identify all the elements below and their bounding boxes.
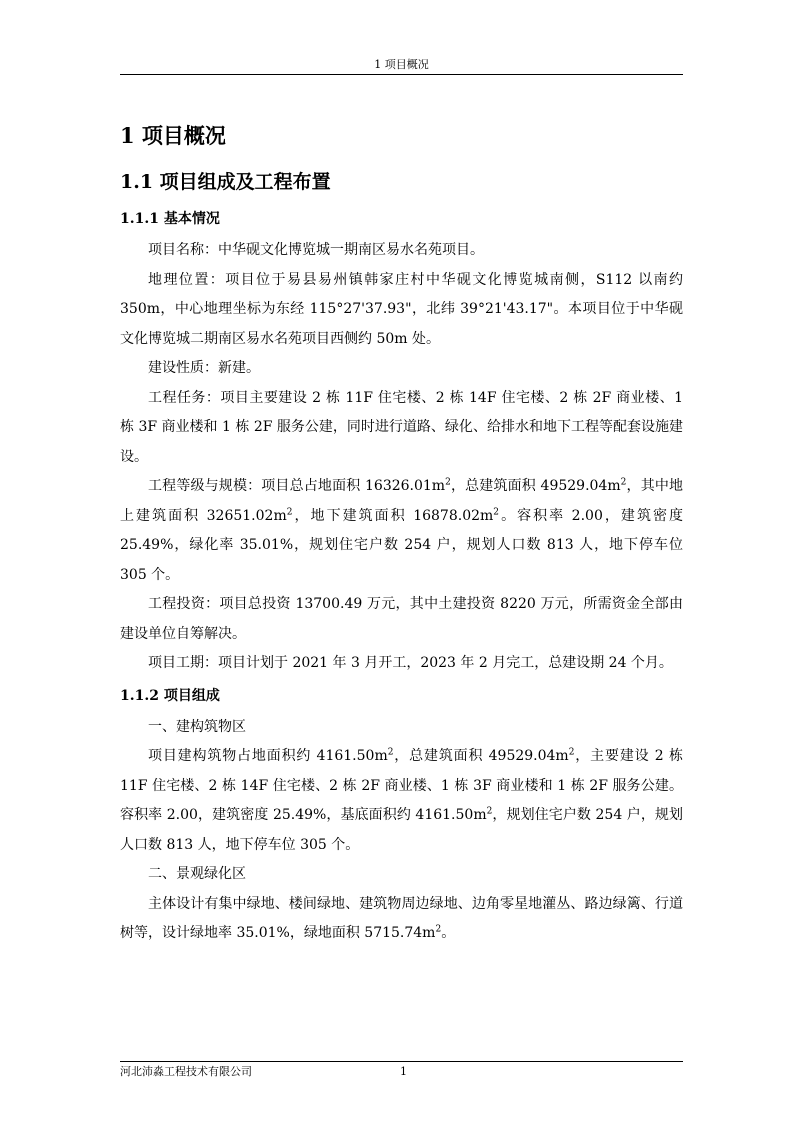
zone1-heading: 一、建构筑物区 xyxy=(148,718,246,735)
zone2-text-2: 。 xyxy=(441,925,456,941)
paragraph-period: 项目工期：项目计划于 2021 年 3 月开工，2023 年 2 月完工，总建设期 24 个月。 xyxy=(148,655,673,671)
header-title: 1 项目概况 xyxy=(374,58,429,71)
superscript: 2 xyxy=(620,477,627,488)
chapter-title: 1 项目概况 xyxy=(120,123,226,148)
scale-text-5: 。容积率 2.00，建筑密度 25.49%，绿化率 35.01%，规划住宅户数 254 户，规划人口数 813 人，地下停车位 305 个。 xyxy=(120,507,684,583)
zone2-heading: 二、景观绿化区 xyxy=(148,866,246,882)
section-title: 1.1 项目组成及工程布置 xyxy=(120,171,331,193)
page-number: 1 xyxy=(400,1065,407,1078)
paragraph-location: 地理位置：项目位于易县易州镇韩家庄村中华砚文化博览城南侧，S112 以南约 350m，中心地理坐标为东经 115°27'37.93"，北纬 39°21'43.17"。本项目位于中华砚文化博览城二期南区易水名苑项目西侧约 50m 处。 xyxy=(120,271,683,347)
subsection-basic-title: 1.1.1 基本情况 xyxy=(120,211,220,227)
running-header xyxy=(120,58,683,75)
zone2-text-1: 主体设计有集中绿地、楼间绿地、建筑物周边绿地、边角零星地灌丛、路边绿篱、行道树等，设计绿地率 35.01%，绿地面积 5715.74m xyxy=(120,895,683,941)
paragraph-project-name: 项目名称：中华砚文化博览城一期南区易水名苑项目。 xyxy=(148,242,484,258)
scale-text-3: ，其中地上建筑面积 32651.02m xyxy=(120,478,684,524)
zone1-text-2: ，总建筑面积 49529.04m xyxy=(393,748,569,764)
paragraph-tasks: 工程任务：项目主要建设 2 栋 11F 住宅楼、2 栋 14F 住宅楼、2 栋 2F 商业楼、1 栋 3F 商业楼和 1 栋 2F 服务公建，同时进行道路、绿化、给排水和地下工程等配套设施建设。 xyxy=(120,389,683,465)
document-body xyxy=(120,118,683,949)
superscript: 2 xyxy=(486,806,493,817)
footer-company: 河北沛淼工程技术有限公司 xyxy=(120,1065,252,1078)
superscript: 2 xyxy=(286,506,293,517)
superscript: 2 xyxy=(445,477,451,488)
page-footer xyxy=(120,1061,683,1078)
superscript: 2 xyxy=(568,747,575,758)
paragraph-investment: 工程投资：项目总投资 13700.49 万元，其中土建投资 8220 万元，所需资金全部由建设单位自筹解决。 xyxy=(120,596,683,642)
superscript: 2 xyxy=(493,506,500,517)
superscript: 2 xyxy=(435,924,442,935)
subsection-composition-title: 1.1.2 项目组成 xyxy=(120,687,220,704)
scale-text-1: 工程等级与规模：项目总占地面积 16326.01m xyxy=(148,478,446,494)
superscript: 2 xyxy=(387,747,394,758)
scale-text-4: ，地下建筑面积 16878.02m xyxy=(292,507,494,524)
scale-text-2: ，总建筑面积 49529.04m xyxy=(450,478,621,494)
paragraph-scale xyxy=(120,472,683,590)
zone1-text-1: 项目建构筑物占地面积约 4161.50m xyxy=(148,748,388,764)
paragraph-zone2 xyxy=(120,890,683,949)
zone1-text-3: ，主要建设 2 栋 11F 住宅楼、2 栋 14F 住宅楼、2 栋 2F 商业楼、1 栋 3F 商业楼和 1 栋 2F 服务公建。容积率 2.00，建筑密度 25.49%，基底面积约 4161.50m xyxy=(120,748,683,823)
zone1-text-4: ，规划住宅户数 254 户，规划人口数 813 人，地下停车位 305 个。 xyxy=(120,807,684,853)
paragraph-nature: 建设性质：新建。 xyxy=(148,360,260,376)
paragraph-zone1 xyxy=(120,742,683,860)
